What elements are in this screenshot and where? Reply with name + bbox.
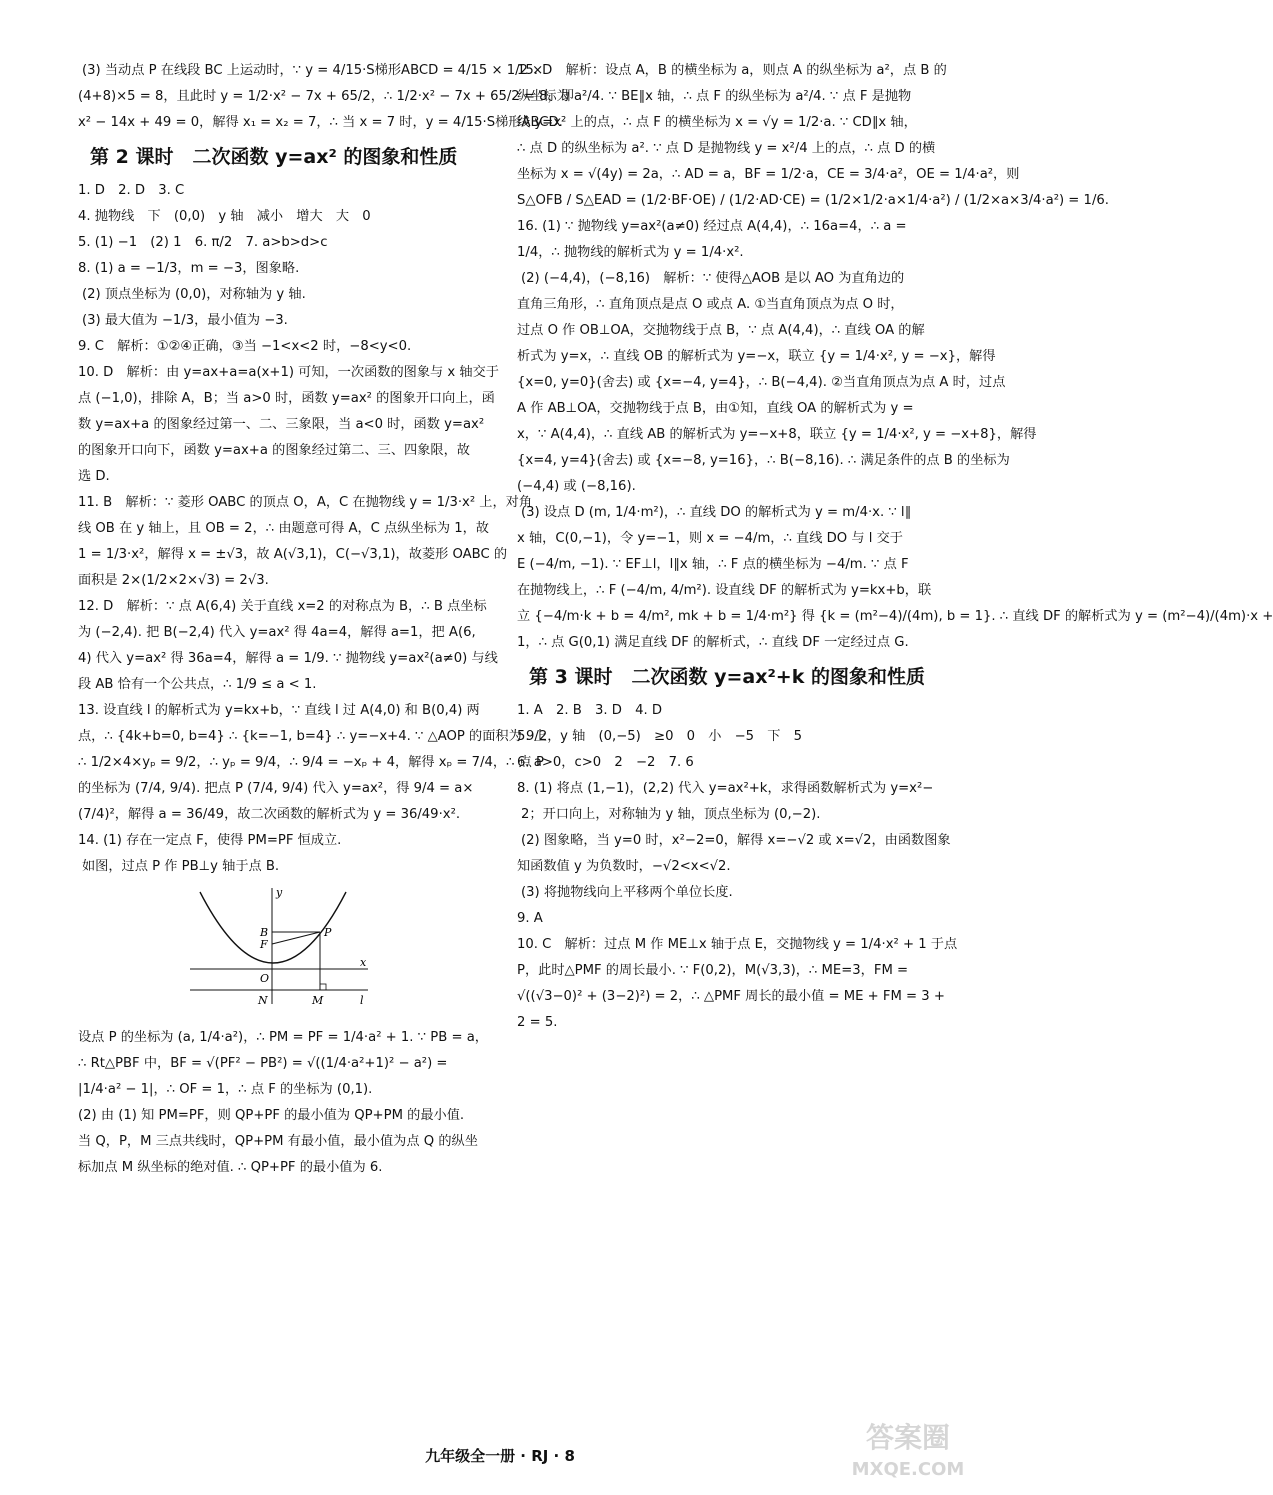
text-line: 知函数值 y 为负数时，−√2<x<√2. bbox=[517, 859, 731, 874]
label-l: l bbox=[360, 994, 364, 1007]
text-line: 9. C 解析：①②④正确，③当 −1<x<2 时，−8<y<0. bbox=[78, 339, 412, 354]
label-y: y bbox=[276, 886, 283, 899]
text-line: 4. 抛物线 下 (0,0) y 轴 减小 增大 大 0 bbox=[78, 209, 371, 224]
text-line: 过点 O 作 OB⊥OA，交抛物线于点 B，∵ 点 A(4,4)，∴ 直线 OA 的解 bbox=[517, 323, 925, 338]
text-line: 点，∴ {4k+b=0, b=4} ∴ {k=−1, b=4} ∴ y=−x+4. ∵ △AOP 的面积为 9/2， bbox=[78, 729, 561, 744]
text-line: (2) 图象略，当 y=0 时，x²−2=0，解得 x=−√2 或 x=√2，由函数图象 bbox=[521, 833, 951, 848]
text-line: 析式为 y=x，∴ 直线 OB 的解析式为 y=−x，联立 {y = 1/4·x², y = −x}，解得 bbox=[517, 349, 996, 364]
text-line: 11. B 解析：∵ 菱形 OABC 的顶点 O，A，C 在抛物线 y = 1/3·x² 上，对角 bbox=[78, 495, 533, 510]
text-line: 5. 上 y 轴 (0,−5) ≥0 0 小 −5 下 5 bbox=[517, 729, 802, 744]
label-x: x bbox=[360, 956, 367, 969]
text-line: 线 OB 在 y 轴上，且 OB = 2，∴ 由题意可得 A，C 点纵坐标为 1，故 bbox=[78, 521, 489, 536]
text-line: (7/4)²，解得 a = 36/49，故二次函数的解析式为 y = 36/49·x². bbox=[78, 807, 461, 822]
text-line: 2；开口向上，对称轴为 y 轴，顶点坐标为 (0,−2). bbox=[521, 807, 821, 822]
text-line: 4) 代入 y=ax² 得 36a=4，解得 a = 1/9. ∵ 抛物线 y=ax²(a≠0) 与线 bbox=[78, 651, 498, 666]
text-line: (2) 顶点坐标为 (0,0)，对称轴为 y 轴. bbox=[82, 287, 306, 302]
text-line: ∴ Rt△PBF 中，BF = √(PF² − PB²) = √((1/4·a²+1)² − a²) = bbox=[78, 1056, 448, 1071]
text-line: E (−4/m, −1). ∵ EF⊥l，l∥x 轴，∴ F 点的横坐标为 −4/m. ∵ 点 F bbox=[517, 557, 909, 572]
text-line: 1 = 1/3·x²，解得 x = ±√3，故 A(√3,1)，C(−√3,1)，故菱形 OABC 的 bbox=[78, 547, 508, 562]
text-line: 13. 设直线 l 的解析式为 y=kx+b，∵ 直线 l 过 A(4,0) 和 B(0,4) 两 bbox=[78, 703, 480, 718]
text-line: 15. D 解析：设点 A，B 的横坐标为 a，则点 A 的纵坐标为 a²，点 B 的 bbox=[517, 63, 947, 78]
right-column bbox=[517, 58, 1273, 1036]
text-line: S△OFB / S△EAD = (1/2·BF·OE) / (1/2·AD·CE) = (1/2×1/2·a×1/4·a²) / (1/2×a×3/4·a²) = 1/6. bbox=[517, 193, 1109, 208]
text-line: 段 AB 恰有一个公共点，∴ 1/9 ≤ a < 1. bbox=[78, 677, 317, 692]
text-line: 1. D 2. D 3. C bbox=[78, 183, 185, 198]
text-line: ∴ 点 D 的纵坐标为 a². ∵ 点 D 是抛物线 y = x²/4 上的点，∴ 点 D 的横 bbox=[517, 141, 936, 156]
parabola-figure bbox=[188, 884, 523, 1019]
label-f: F bbox=[260, 938, 268, 951]
text-line: (2) (−4,4)，(−8,16) 解析：∵ 使得△AOB 是以 AO 为直角边的 bbox=[521, 271, 905, 286]
text-line: 线 y=x² 上的点，∴ 点 F 的横坐标为 x = √y = 1/2·a. ∵ CD∥x 轴， bbox=[517, 115, 917, 130]
text-line: (3) 设点 D (m, 1/4·m²)，∴ 直线 DO 的解析式为 y = m/4·x. ∵ l∥ bbox=[521, 505, 912, 520]
text-line: 1，∴ 点 G(0,1) 满足直线 DF 的解析式，∴ 直线 DF 一定经过点 G. bbox=[517, 635, 909, 650]
text-line: 纵坐标为 a²/4. ∵ BE∥x 轴，∴ 点 F 的纵坐标为 a²/4. ∵ 点 F 是抛物 bbox=[517, 89, 912, 104]
section-title: 第 3 课时 二次函数 y=ax²+k 的图象和性质 bbox=[529, 666, 925, 688]
label-b: B bbox=[260, 926, 269, 939]
text-line: 9. A bbox=[517, 911, 543, 926]
text-line: {x=4, y=4}(舍去) 或 {x=−8, y=16}，∴ B(−8,16). ∴ 满足条件的点 B 的坐标为 bbox=[517, 453, 1010, 468]
text-line: √((√3−0)² + (3−2)²) = 2，∴ △PMF 周长的最小值 = ME + FM = 3 + bbox=[517, 989, 945, 1004]
text-line: 立 {−4/m·k + b = 4/m², mk + b = 1/4·m²} 得 {k = (m²−4)/(4m), b = 1}. ∴ 直线 DF 的解析式为 y = (m²−4)/(4m)·x + bbox=[517, 609, 1273, 624]
text-line: 16. (1) ∵ 抛物线 y=ax²(a≠0) 经过点 A(4,4)，∴ 16a=4，∴ a = bbox=[517, 219, 907, 234]
text-line: 当 Q，P，M 三点共线时，QP+PM 有最小值，最小值为点 Q 的纵坐 bbox=[78, 1134, 478, 1149]
text-line: |1/4·a² − 1|，∴ OF = 1，∴ 点 F 的坐标为 (0,1). bbox=[78, 1082, 373, 1097]
text-line: 面积是 2×(1/2×2×√3) = 2√3. bbox=[78, 573, 269, 588]
text-line: x 轴，C(0,−1)，令 y=−1，则 x = −4/m，∴ 直线 DO 与 l 交于 bbox=[517, 531, 903, 546]
text-line: 如图，过点 P 作 PB⊥y 轴于点 B. bbox=[82, 859, 280, 874]
text-line: 数 y=ax+a 的图象经过第一、二、三象限，当 a<0 时，函数 y=ax² bbox=[78, 417, 485, 432]
text-line: 10. D 解析：由 y=ax+a=a(x+1) 可知，一次函数的图象与 x 轴交于 bbox=[78, 365, 499, 380]
text-line: 8. (1) 将点 (1,−1)，(2,2) 代入 y=ax²+k，求得函数解析式为 y=x²− bbox=[517, 781, 934, 796]
text-line: (3) 当动点 P 在线段 BC 上运动时，∵ y = 4/15·S梯形ABCD = 4/15 × 1/2 × bbox=[82, 63, 544, 78]
text-line: 1/4，∴ 抛物线的解析式为 y = 1/4·x². bbox=[517, 245, 744, 260]
text-line: ∴ 1/2×4×yₚ = 9/2，∴ yₚ = 9/4，∴ 9/4 = −xₚ + 4，解得 xₚ = 7/4，∴ 点 P bbox=[78, 755, 544, 770]
text-line: 12. D 解析：∵ 点 A(6,4) 关于直线 x=2 的对称点为 B，∴ B 点坐标 bbox=[78, 599, 487, 614]
text-line: {x=0, y=0}(舍去) 或 {x=−4, y=4}，∴ B(−4,4). ②当直角顶点为点 A 时，过点 bbox=[517, 375, 1006, 390]
text-line: 1. A 2. B 3. D 4. D bbox=[517, 703, 663, 718]
text-line: (4+8)×5 = 8，且此时 y = 1/2·x² − 7x + 65/2，∴ 1/2·x² − 7x + 65/2 = 8，即 bbox=[78, 89, 574, 104]
text-line: 5. (1) −1 (2) 1 6. π/2 7. a>b>d>c bbox=[78, 235, 328, 250]
text-line: 8. (1) a = −1/3，m = −3，图象略. bbox=[78, 261, 300, 276]
text-line: 在抛物线上，∴ F (−4/m, 4/m²). 设直线 DF 的解析式为 y=kx+b，联 bbox=[517, 583, 932, 598]
text-line: 14. (1) 存在一定点 F，使得 PM=PF 恒成立. bbox=[78, 833, 342, 848]
text-line: 的图象开口向下，函数 y=ax+a 的图象经过第二、三、四象限，故 bbox=[78, 443, 470, 458]
text-line: (3) 将抛物线向上平移两个单位长度. bbox=[521, 885, 733, 900]
text-line: (2) 由 (1) 知 PM=PF，则 QP+PF 的最小值为 QP+PM 的最小值. bbox=[78, 1108, 465, 1123]
label-o: O bbox=[260, 972, 270, 985]
text-line: 点 (−1,0)，排除 A，B；当 a>0 时，函数 y=ax² 的图象开口向上，函 bbox=[78, 391, 495, 406]
watermark-logo bbox=[838, 1415, 978, 1485]
section-title: 第 2 课时 二次函数 y=ax² 的图象和性质 bbox=[90, 146, 458, 168]
page-footer: 九年级全一册 · RJ · 8 bbox=[425, 1447, 575, 1465]
text-line: P，此时△PMF 的周长最小. ∵ F(0,2)，M(√3,3)，∴ ME=3，FM = bbox=[517, 963, 909, 978]
text-line: (−4,4) 或 (−8,16). bbox=[517, 479, 636, 494]
text-line: 6. a>0，c>0 2 −2 7. 6 bbox=[517, 755, 694, 770]
text-line: 为 (−2,4). 把 B(−2,4) 代入 y=ax² 得 4a=4，解得 a=1，把 A(6, bbox=[78, 625, 476, 640]
label-m: M bbox=[312, 994, 324, 1007]
text-line: 10. C 解析：过点 M 作 ME⊥x 轴于点 E，交抛物线 y = 1/4·x² + 1 于点 bbox=[517, 937, 958, 952]
watermark-bottom: MXQE.COM bbox=[851, 1459, 965, 1480]
text-line: x² − 14x + 49 = 0，解得 x₁ = x₂ = 7，∴ 当 x = 7 时，y = 4/15·S梯形ABCD. bbox=[78, 115, 563, 130]
text-line: 标加点 M 纵坐标的绝对值. ∴ QP+PF 的最小值为 6. bbox=[78, 1160, 383, 1175]
label-n: N bbox=[258, 994, 268, 1007]
parabola-diagram bbox=[188, 884, 378, 1009]
right-angle-mark bbox=[320, 984, 326, 990]
text-line: 选 D. bbox=[78, 469, 110, 484]
label-p: P bbox=[324, 926, 332, 939]
text-line: 坐标为 x = √(4y) = 2a，∴ AD = a，BF = 1/2·a，CE = 3/4·a²，OE = 1/4·a²，则 bbox=[517, 167, 1020, 182]
text-line: 设点 P 的坐标为 (a, 1/4·a²)，∴ PM = PF = 1/4·a² + 1. ∵ PB = a， bbox=[78, 1030, 488, 1045]
watermark-top: 答案圈 bbox=[865, 1421, 951, 1454]
text-line: 的坐标为 (7/4, 9/4). 把点 P (7/4, 9/4) 代入 y=ax²，得 9/4 = a× bbox=[78, 781, 474, 796]
text-line: A 作 AB⊥OA，交抛物线于点 B，由①知，直线 OA 的解析式为 y = bbox=[517, 401, 914, 416]
text-line: (3) 最大值为 −1/3，最小值为 −3. bbox=[82, 313, 288, 328]
text-line: x，∵ A(4,4)，∴ 直线 AB 的解析式为 y=−x+8，联立 {y = 1/4·x², y = −x+8}，解得 bbox=[517, 427, 1037, 442]
text-line: 2 = 5. bbox=[517, 1015, 558, 1030]
text-line: 直角三角形，∴ 直角顶点是点 O 或点 A. ①当直角顶点为点 O 时， bbox=[517, 297, 904, 312]
